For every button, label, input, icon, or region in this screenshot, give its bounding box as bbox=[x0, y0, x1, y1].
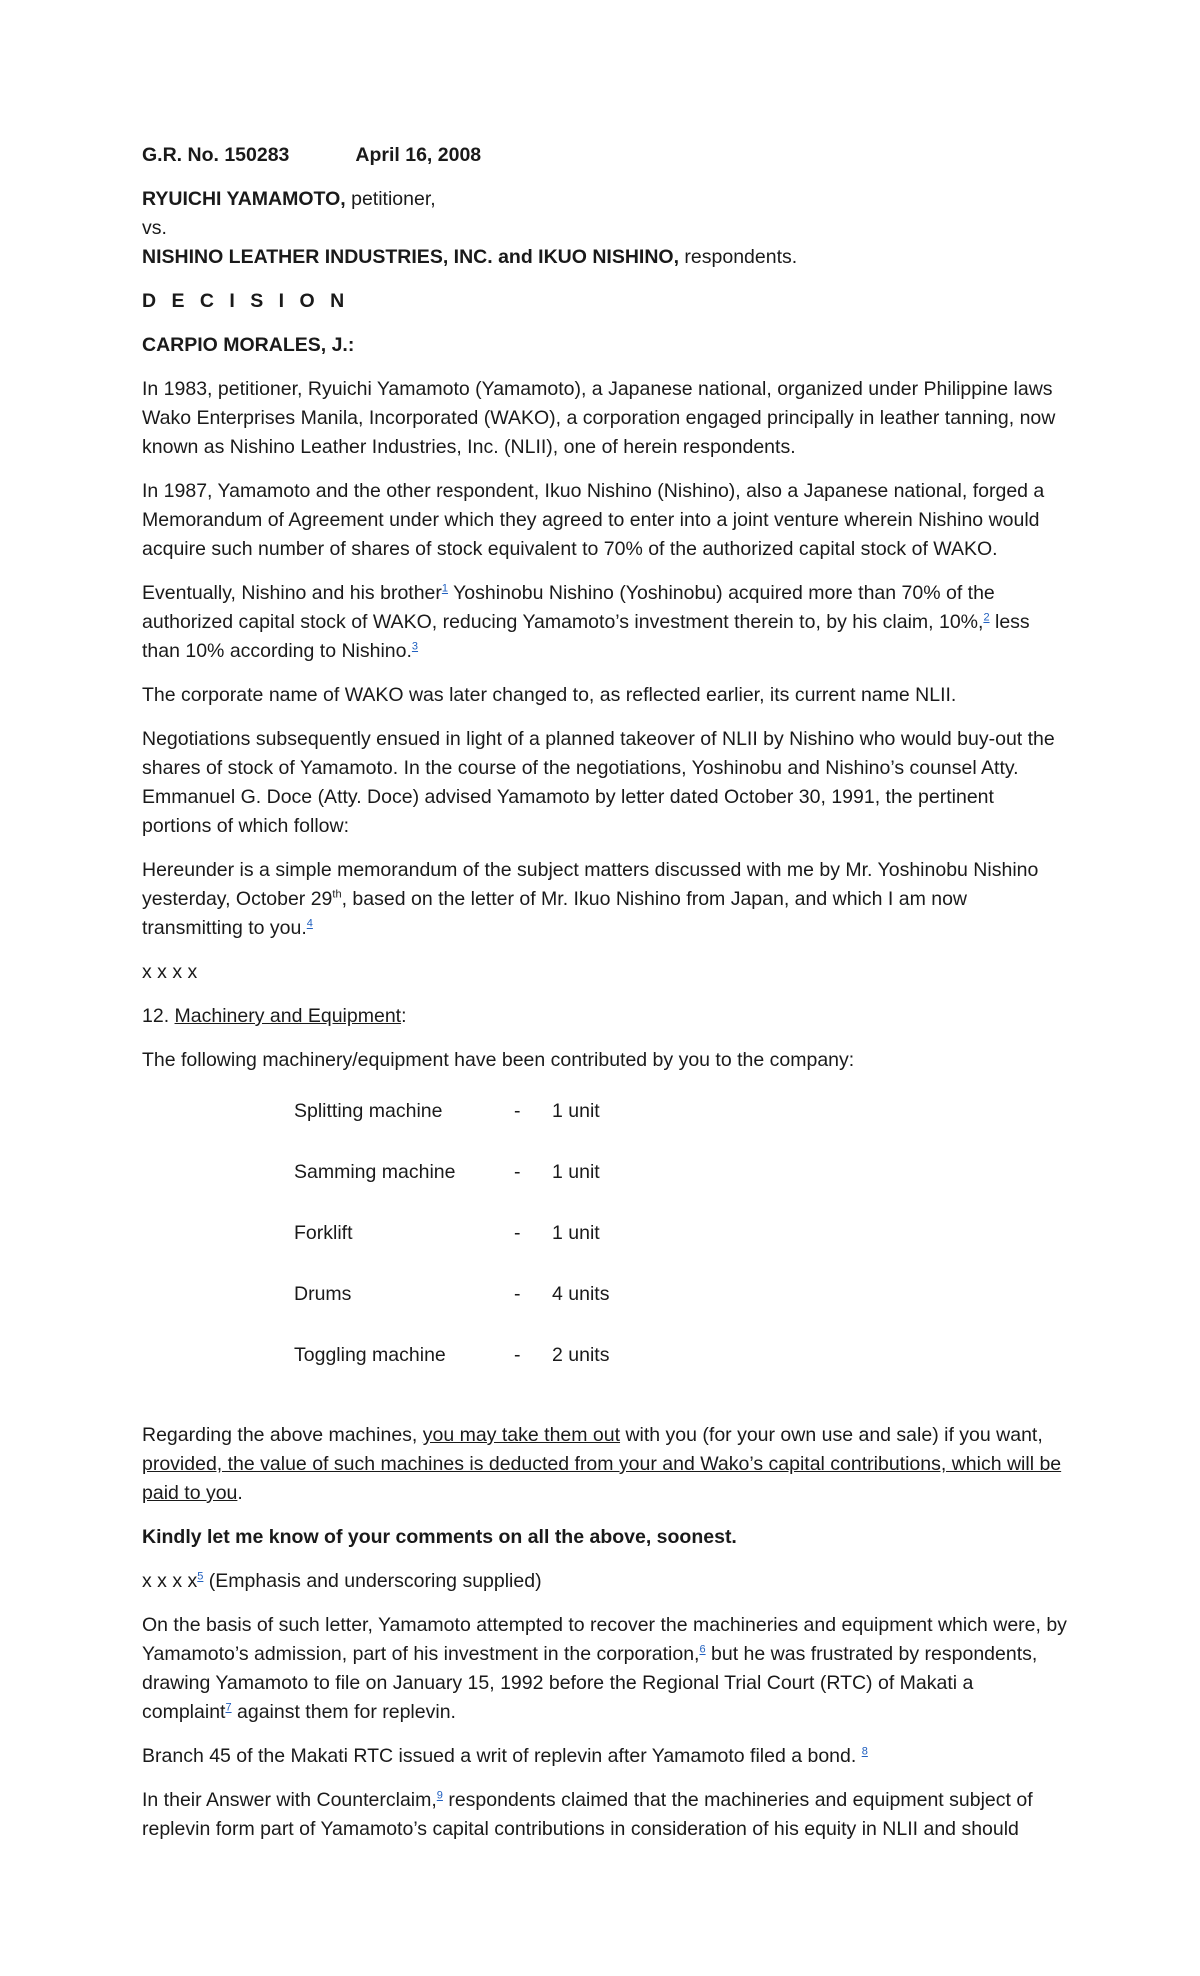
paragraph-13: Branch 45 of the Makati RTC issued a writ of replevin after Yamamoto filed a bond. $^8$ bbox=[142, 1745, 868, 1767]
equipment-row bbox=[294, 1280, 609, 1341]
footnote-link-5[interactable]: 5 bbox=[197, 1570, 204, 1583]
equipment-quantity: 2 units bbox=[552, 1344, 610, 1366]
equipment-quantity: 1 unit bbox=[552, 1222, 600, 1244]
equipment-table bbox=[294, 1097, 609, 1402]
decision-date: April 16, 2008 bbox=[355, 144, 482, 166]
item-12-heading: 12. Machinery and Equipment: bbox=[142, 1005, 407, 1027]
ellipsis-marker: x x x x bbox=[142, 961, 198, 983]
equipment-dash: - bbox=[514, 1161, 521, 1183]
equipment-row bbox=[294, 1158, 609, 1219]
quoted-letter-intro: Hereunder is a simple memorandum of the subject matters discussed with me by Mr. Yoshinobu Nishino yesterday, October 29th, based on the letter of Mr. Ikuo Nishino from Japan, and which I am now transmitting to you.$^4$ bbox=[142, 859, 1039, 939]
equipment-quantity: 1 unit bbox=[552, 1161, 600, 1183]
equipment-dash: - bbox=[514, 1283, 521, 1305]
equipment-dash: - bbox=[514, 1100, 521, 1122]
footnote-link-6[interactable]: 6 bbox=[699, 1643, 706, 1656]
equipment-intro: The following machinery/equipment have been contributed by you to the company: bbox=[142, 1049, 855, 1071]
equipment-name: Drums bbox=[294, 1283, 352, 1305]
paragraph-2: In 1987, Yamamoto and the other respondent, Ikuo Nishino (Nishino), also a Japanese national, forged a Memorandum of Agreement under which they agreed to enter into a joint venture wherein Nishino would acquire such number of shares of stock equivalent to 70% of the authorized capital stock of WAKO. bbox=[142, 480, 1045, 560]
emphasis-note: x x x x$^5$ (Emphasis and underscoring supplied) bbox=[142, 1570, 542, 1592]
closing-request: Kindly let me know of your comments on all the above, soonest. bbox=[142, 1526, 737, 1548]
equipment-name: Samming machine bbox=[294, 1161, 456, 1183]
footnote-link-1[interactable]: 1 bbox=[441, 582, 449, 595]
underlined-proviso: provided, the value of such machines is deducted from your and Wako’s capital contributions, which will be paid to you bbox=[142, 1453, 1062, 1504]
petitioner-role: petitioner, bbox=[345, 188, 436, 210]
parties-block bbox=[142, 185, 1067, 272]
equipment-row bbox=[294, 1219, 609, 1280]
equipment-name: Toggling machine bbox=[294, 1344, 446, 1366]
paragraph-3: Eventually, Nishino and his brother$^1$ Yoshinobu Nishino (Yoshinobu) acquired more than 70% of the authorized capital stock of WAKO, reducing Yamamoto’s investment therein to, by his claim, 10%,$^2$ less than 10% according to Nishino.$^3$ bbox=[142, 582, 1030, 662]
footnote-link-7[interactable]: 7 bbox=[225, 1701, 232, 1714]
footnote-link-9[interactable]: 9 bbox=[436, 1789, 443, 1802]
paragraph-12: On the basis of such letter, Yamamoto attempted to recover the machineries and equipment which were, by Yamamoto’s admission, part of his investment in the corporation,$^6$ but he was frustrated by respondents, drawing Yamamoto to file on January 15, 1992 before the Regional Trial Court (RTC) of Makati a complaint$^7$ against them for replevin. bbox=[142, 1614, 1067, 1723]
paragraph-machines: Regarding the above machines, you may take them out with you (for your own use and sale) if you want, provided, the value of such machines is deducted from your and Wako’s capital contributions, which will be paid to you. bbox=[142, 1424, 1062, 1504]
equipment-row bbox=[294, 1097, 609, 1158]
gr-number: G.R. No. 150283 bbox=[142, 144, 290, 166]
footnote-link-4[interactable]: 4 bbox=[306, 917, 313, 930]
ordinal-suffix: th bbox=[332, 888, 342, 901]
paragraph-14: In their Answer with Counterclaim,$^9$ respondents claimed that the machineries and equipment subject of replevin form part of Yamamoto’s capital contributions in consideration of his equity in NLII and should bbox=[142, 1789, 1033, 1840]
decision-heading: D E C I S I O N bbox=[142, 290, 350, 312]
item-12-title: Machinery and Equipment bbox=[174, 1005, 402, 1027]
equipment-quantity: 1 unit bbox=[552, 1100, 600, 1122]
respondents-role: respondents. bbox=[679, 246, 798, 268]
petitioner-name: RYUICHI YAMAMOTO, bbox=[142, 188, 346, 210]
equipment-name: Splitting machine bbox=[294, 1100, 443, 1122]
versus: vs. bbox=[142, 217, 167, 239]
ponente: CARPIO MORALES, J.: bbox=[142, 334, 355, 356]
equipment-quantity: 4 units bbox=[552, 1283, 610, 1305]
equipment-row bbox=[294, 1341, 609, 1402]
respondents-name: NISHINO LEATHER INDUSTRIES, INC. and IKUO NISHINO, bbox=[142, 246, 680, 268]
case-header bbox=[142, 141, 1067, 170]
footnote-link-8[interactable]: 8 bbox=[861, 1745, 868, 1758]
equipment-dash: - bbox=[514, 1222, 521, 1244]
footnote-link-3[interactable]: 3 bbox=[411, 640, 419, 653]
equipment-name: Forklift bbox=[294, 1222, 353, 1244]
document-body bbox=[142, 141, 1067, 1859]
paragraph-1: In 1983, petitioner, Ryuichi Yamamoto (Yamamoto), a Japanese national, organized under Philippine laws Wako Enterprises Manila, Incorporated (WAKO), a corporation engaged principally in leather tanning, now known as Nishino Leather Industries, Inc. (NLII), one of herein respondents. bbox=[142, 378, 1056, 458]
paragraph-4: The corporate name of WAKO was later changed to, as reflected earlier, its current name NLII. bbox=[142, 684, 957, 706]
equipment-dash: - bbox=[514, 1344, 521, 1366]
paragraph-5: Negotiations subsequently ensued in light of a planned takeover of NLII by Nishino who would buy-out the shares of stock of Yamamoto. In the course of the negotiations, Yoshinobu and Nishino’s counsel Atty. Emmanuel G. Doce (Atty. Doce) advised Yamamoto by letter dated October 30, 1991, the pertinent portions of which follow: bbox=[142, 728, 1055, 837]
footnote-link-2[interactable]: 2 bbox=[983, 611, 990, 624]
underlined-take-out: you may take them out bbox=[422, 1424, 621, 1446]
